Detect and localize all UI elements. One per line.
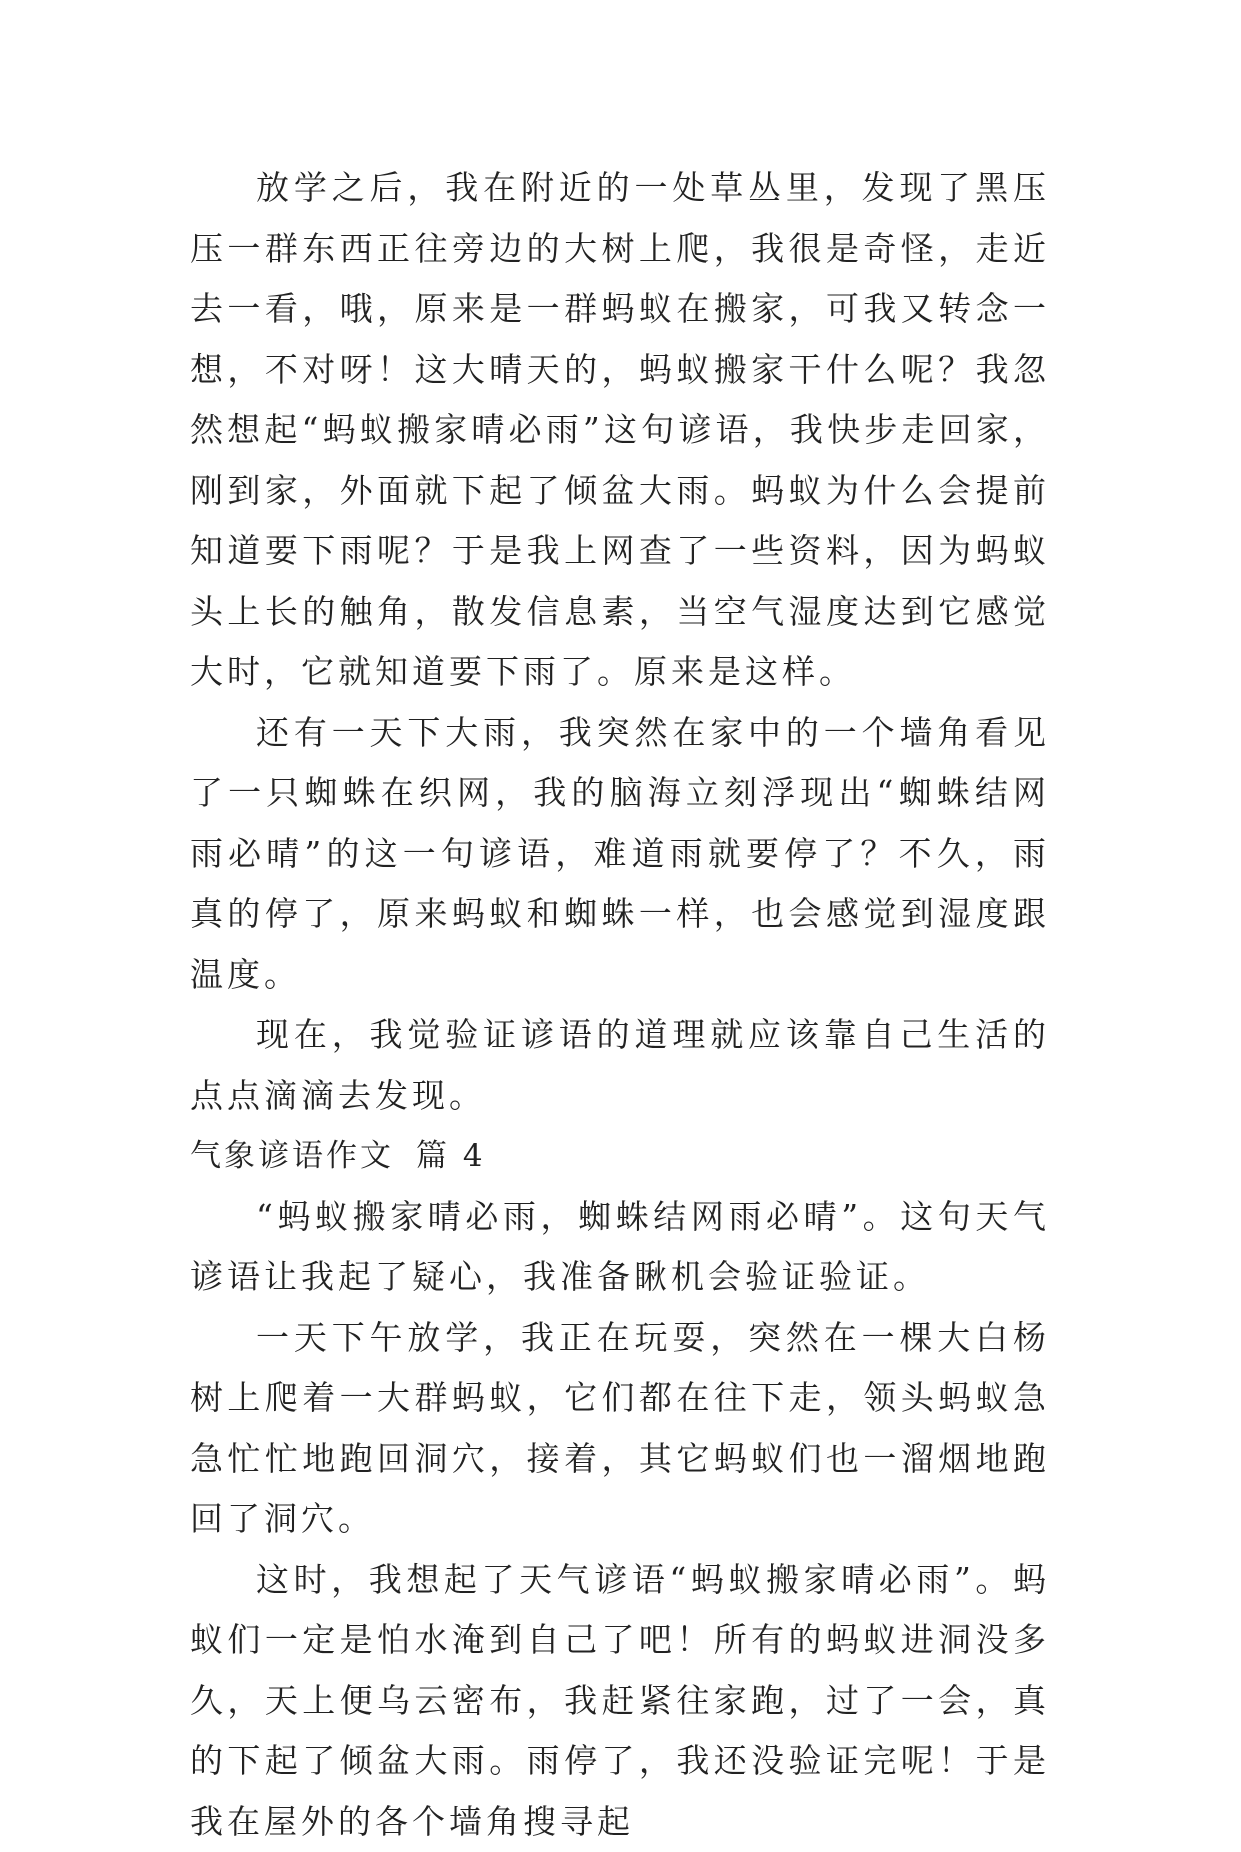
section-heading <box>190 1126 1050 1187</box>
paragraph-ant-moving: 放学之后，我在附近的一处草丛里，发现了黑压压一群东西正往旁边的大树上爬，我很是奇怪，走近去一看，哦，原来是一群蚂蚁在搬家，可我又转念一想，不对呀！这大晴天的，蚂蚁搬家干什么呢？我忽然想起“蚂蚁搬家晴必雨”这句谚语，我快步走回家，刚到家，外面就下起了倾盆大雨。蚂蚁为什么会提前知道要下雨呢？于是我上网查了一些资料，因为蚂蚁头上长的触角，散发信息素，当空气湿度达到它感觉大时，它就知道要下雨了。原来是这样。 <box>190 158 1050 703</box>
paragraph-afternoon-observation: 一天下午放学，我正在玩耍，突然在一棵大白杨树上爬着一大群蚂蚁，它们都在往下走，领头蚂蚁急急忙忙地跑回洞穴，接着，其它蚂蚁们也一溜烟地跑回了洞穴。 <box>190 1308 1050 1550</box>
section-number: 篇 4 <box>416 1138 486 1174</box>
document-body <box>190 158 1050 1852</box>
paragraph-rain-verification: 这时，我想起了天气谚语“蚂蚁搬家晴必雨”。蚂蚁们一定是怕水淹到自己了吧！所有的蚂蚁进洞没多久，天上便乌云密布，我赶紧往家跑，过了一会，真的下起了倾盆大雨。雨停了，我还没验证完呢！于是我在屋外的各个墙角搜寻起 <box>190 1550 1050 1852</box>
paragraph-conclusion: 现在，我觉验证谚语的道理就应该靠自己生活的点点滴滴去发现。 <box>190 1005 1050 1126</box>
paragraph-spider-web: 还有一天下大雨，我突然在家中的一个墙角看见了一只蜘蛛在织网，我的脑海立刻浮现出“蜘蛛结网雨必晴”的这一句谚语，难道雨就要停了？不久，雨真的停了，原来蚂蚁和蜘蛛一样，也会感觉到湿度跟温度。 <box>190 703 1050 1006</box>
section-title: 气象谚语作文 <box>190 1138 394 1174</box>
paragraph-proverb-intro: “蚂蚁搬家晴必雨，蜘蛛结网雨必晴”。这句天气谚语让我起了疑心，我准备瞅机会验证验证。 <box>190 1187 1050 1308</box>
